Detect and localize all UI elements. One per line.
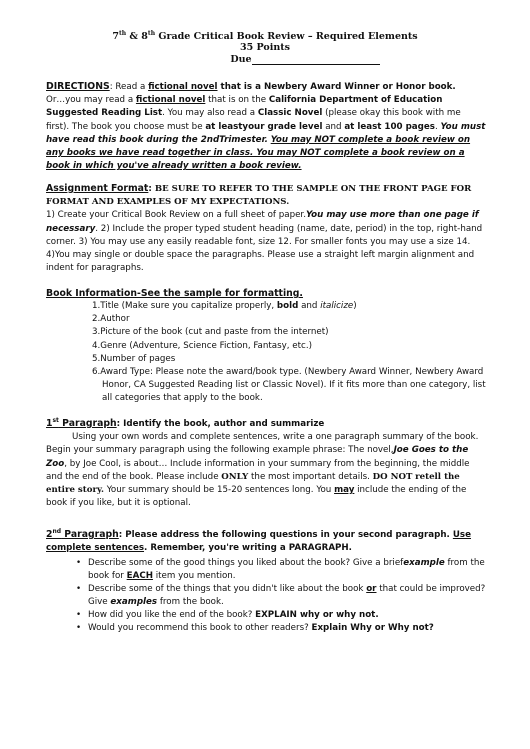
text: (please okay this book with me first). The book you choose must be <box>46 108 461 132</box>
text: 1.Title (Make sure you capitalize properly, <box>92 301 277 311</box>
text: PARAGRAPH. <box>288 543 352 554</box>
text: . Remember, you're writing a <box>144 543 289 554</box>
text: st <box>52 416 59 424</box>
list-item: 4.Genre (Adventure, Science Fiction, Fantasy, etc.) <box>92 340 312 351</box>
text: at leastyour grade level <box>205 121 323 132</box>
text: : Identify the book, author and summarize <box>116 419 325 429</box>
text: Would you recommend this book to other readers? <box>88 623 312 634</box>
text: Paragraph <box>61 529 119 540</box>
text: may <box>334 485 355 496</box>
text: example <box>403 558 445 568</box>
text: DO NOT <box>372 471 413 482</box>
text: examples <box>110 597 158 608</box>
text: that could be improved? Give <box>88 584 486 608</box>
title-part: & 8 <box>126 31 148 42</box>
text: item you mention. <box>152 571 236 582</box>
text: ONLY <box>221 471 249 482</box>
text: fictional novel <box>148 82 218 92</box>
text: 1) Create your Critical Book Review on a full sheet of paper. <box>46 210 306 221</box>
text: EXPLAIN why or why not. <box>255 610 379 621</box>
list-item <box>74 609 492 622</box>
paragraph1-heading <box>46 418 117 429</box>
text: Explain Why or Why not? <box>311 623 434 634</box>
title-sup: th <box>147 29 156 37</box>
text: that is on the <box>205 95 269 106</box>
text: BE SURE TO REFER TO THE SAMPLE ON THE FRONT PAGE FOR FORMAT AND EXAMPLES OF MY EXPECTATIONS. <box>46 184 472 208</box>
due-label: Due <box>230 54 252 65</box>
points-label: 35 Points <box>239 42 290 53</box>
bullet-icon: • <box>76 558 82 568</box>
heading: Book Information-See the sample for formatting. <box>46 288 303 299</box>
text: 2 <box>46 529 53 540</box>
text: Describe some of the good things you liked about the book? Give a brief <box>88 558 404 568</box>
bullet-icon: • <box>76 610 82 621</box>
text: Your summary should be 15-20 sentences long. You <box>104 485 335 496</box>
text: . 2) Include the proper typed student heading (name, date, period) in the top, right-hand corner. 3) You may use any easily readable font, size 12. For smaller fonts you may use a size 14. 4)You may single or double space the paragraphs. Please use a straight left margin alignment and indent for paragraphs. <box>46 223 483 274</box>
text: Using your own words and complete sentences, write a one paragraph summary of the book. Begin your summary paragraph using the following example phrase: The novel, <box>46 432 479 456</box>
list-item: 3.Picture of the book (cut and paste from the internet) <box>92 327 329 338</box>
text: Or…you may read a <box>46 95 136 106</box>
text: retell the entire story. <box>46 471 460 496</box>
text: fictional novel <box>135 95 206 106</box>
directions-heading: DIRECTIONS <box>46 81 110 92</box>
text: from the book for <box>88 558 485 582</box>
bullet-icon: • <box>76 623 82 634</box>
list-item <box>92 300 492 313</box>
text: or <box>366 584 377 595</box>
text: the most important details. <box>248 471 373 482</box>
text: EACH <box>126 571 153 582</box>
book-info-list <box>92 300 492 406</box>
text: include the ending of the book if you like, but it is optional. <box>46 485 467 509</box>
assignment-section <box>46 182 486 275</box>
text: How did you like the end of the book? <box>88 610 256 621</box>
text: . <box>434 121 441 132</box>
text: : Read a <box>109 82 149 92</box>
text: : <box>148 184 155 194</box>
assignment-heading: Assignment Format <box>46 183 149 194</box>
text: You may use more than one page if necessary <box>46 210 479 234</box>
paragraph1-section <box>46 417 486 510</box>
text: Classic Novel <box>257 108 323 119</box>
list-item: 5.Number of pages <box>92 353 176 364</box>
directions-section <box>46 80 486 173</box>
list-item <box>74 583 492 609</box>
list-item <box>74 557 492 583</box>
text: Joe Goes to the Zoo <box>46 445 469 469</box>
text: You must have read this book during the 2ndTrimester. <box>46 121 486 145</box>
paragraph2-section <box>46 528 486 555</box>
text: and <box>298 301 321 311</box>
title-part: Grade Critical Book Review – Required Elements <box>155 31 418 42</box>
paragraph2-bullets <box>74 557 492 636</box>
text: that is a Newbery Award Winner or Honor book. <box>217 82 456 92</box>
text: 1 <box>46 418 53 429</box>
text: from the book. <box>157 597 224 608</box>
text: nd <box>52 527 62 535</box>
bullet-icon: • <box>76 584 82 595</box>
text: ) <box>353 301 357 311</box>
text: , by Joe Cool, is about… Include information in your summary from the beginning, the middle and the end of the book. Please include <box>46 458 470 482</box>
text: You may NOT complete a book review on any books we have read together in class. You may NOT complete a book review on a book in which you've already written a book review. <box>46 134 471 172</box>
text: bold <box>276 301 299 311</box>
text: italicize <box>320 301 354 311</box>
due-blank <box>252 55 380 65</box>
text: . You may also read a <box>162 108 258 119</box>
text: and <box>322 121 345 132</box>
title-sup: th <box>118 29 127 37</box>
page-title <box>0 31 530 42</box>
list-item: 2.Author <box>92 314 130 325</box>
text: Paragraph <box>58 418 117 429</box>
due-line-row <box>40 54 530 65</box>
text: at least 100 pages <box>344 121 435 132</box>
paragraph2-heading <box>46 529 119 540</box>
text: Use complete sentences <box>46 530 471 554</box>
list-item: 6.Award Type: Please note the award/book type. (Newbery Award Winner, Newbery Award Honor, CA Suggested Reading list or Classic Novel). If it fits more than one category, list all categories that apply to the book. <box>92 367 486 404</box>
text: : Please address the following questions in your second paragraph. <box>118 530 453 540</box>
text: California Department of Education Suggested Reading List <box>46 95 443 119</box>
text: Describe some of the things that you didn't like about the book <box>88 584 367 595</box>
list-item <box>74 622 492 635</box>
title-part: 7 <box>112 31 119 42</box>
